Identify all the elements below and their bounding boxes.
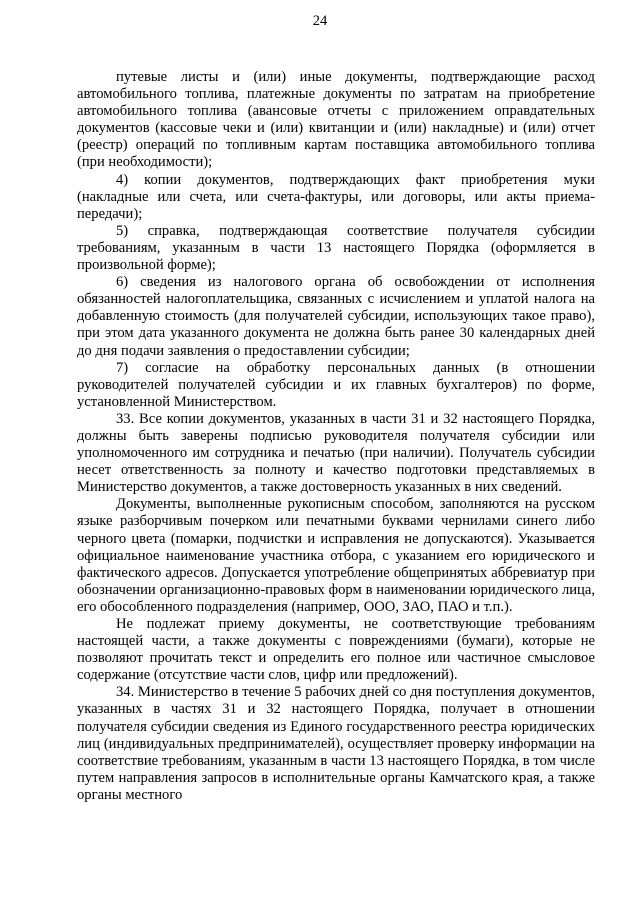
paragraph-rejected-documents: Не подлежат приему документы, не соответствующие требованиям настоящей части, а также документы с повреждениями (бумаги), которые не позволяют прочитать текст и определить его полное или частичное смысловое содержание (отсутствие части слов, цифр или предложений). <box>77 616 595 684</box>
paragraph-section-34-verification: 34. Министерство в течение 5 рабочих дней со дня поступления документов, указанных в частях 31 и 32 настоящего Порядка, получает в отношении получателя субсидии сведения из Единого государственного реестра юридических лиц (индивидуальных предпринимателей), осуществляет проверку информации на соответствие требованиям, указанным в части 13 настоящего Порядка, в том числе путем направления запросов в исполнительные органы Камчатского края, а также органы местного <box>77 684 595 803</box>
paragraph-item-5-compliance-certificate: 5) справка, подтверждающая соответствие получателя субсидии требованиям, указанным в части 13 настоящего Порядка (оформляется в произвольной форме); <box>77 222 595 274</box>
document-body <box>77 69 595 804</box>
paragraph-item-4-flour-purchase: 4) копии документов, подтверждающих факт приобретения муки (накладные или счета, или счета-фактуры, или договоры, или акты приема-передачи); <box>77 171 595 222</box>
paragraph-fuel-documents: путевые листы и (или) иные документы, подтверждающие расход автомобильного топлива, платежные документы по затратам на приобретение автомобильного топлива (авансовые отчеты с приложением оправдательных документов (кассовые чеки и (или) квитанции и (или) накладные) и (или) отчет (реестр) операций по топливным картам поставщика автомобильного топлива (при необходимости); <box>77 69 595 171</box>
paragraph-item-6-tax-exemption: 6) сведения из налогового органа об освобождении от исполнения обязанностей налогоплательщика, связанных с исчислением и уплатой налога на добавленную стоимость (для получателей субсидии, использующих такое право), при этом дата указанного документа не должна быть ранее 30 календарных дней до дня подачи заявления о предоставлении субсидии; <box>77 274 595 359</box>
paragraph-item-7-personal-data-consent: 7) согласие на обработку персональных данных (в отношении руководителей получателей субсидии и их главных бухгалтеров) по форме, установленной Министерством. <box>77 359 595 410</box>
paragraph-section-33-certification: 33. Все копии документов, указанных в части 31 и 32 настоящего Порядка, должны быть заверены подписью руководителя получателя субсидии или уполномоченного им сотрудника и печатью (при наличии). Получатель субсидии несет ответственность за полноту и качество подготовки представляемых в Министерство документов, а также достоверность указанных в них сведений. <box>77 410 595 496</box>
paragraph-handwritten-documents: Документы, выполненные рукописным способом, заполняются на русском языке разборчивым почерком или печатными буквами чернилами синего либо черного цвета (помарки, подчистки и исправления не допускаются). Указывается официальное наименование участника отбора, с указанием его юридического и фактического адресов. Допускается употребление общепринятых аббревиатур при обозначении организационно-правовых форм в наименовании юридического лица, его обособленного подразделения (например, ООО, ЗАО, ПАО и т.п.). <box>77 496 595 615</box>
page-number: 24 <box>312 13 328 29</box>
